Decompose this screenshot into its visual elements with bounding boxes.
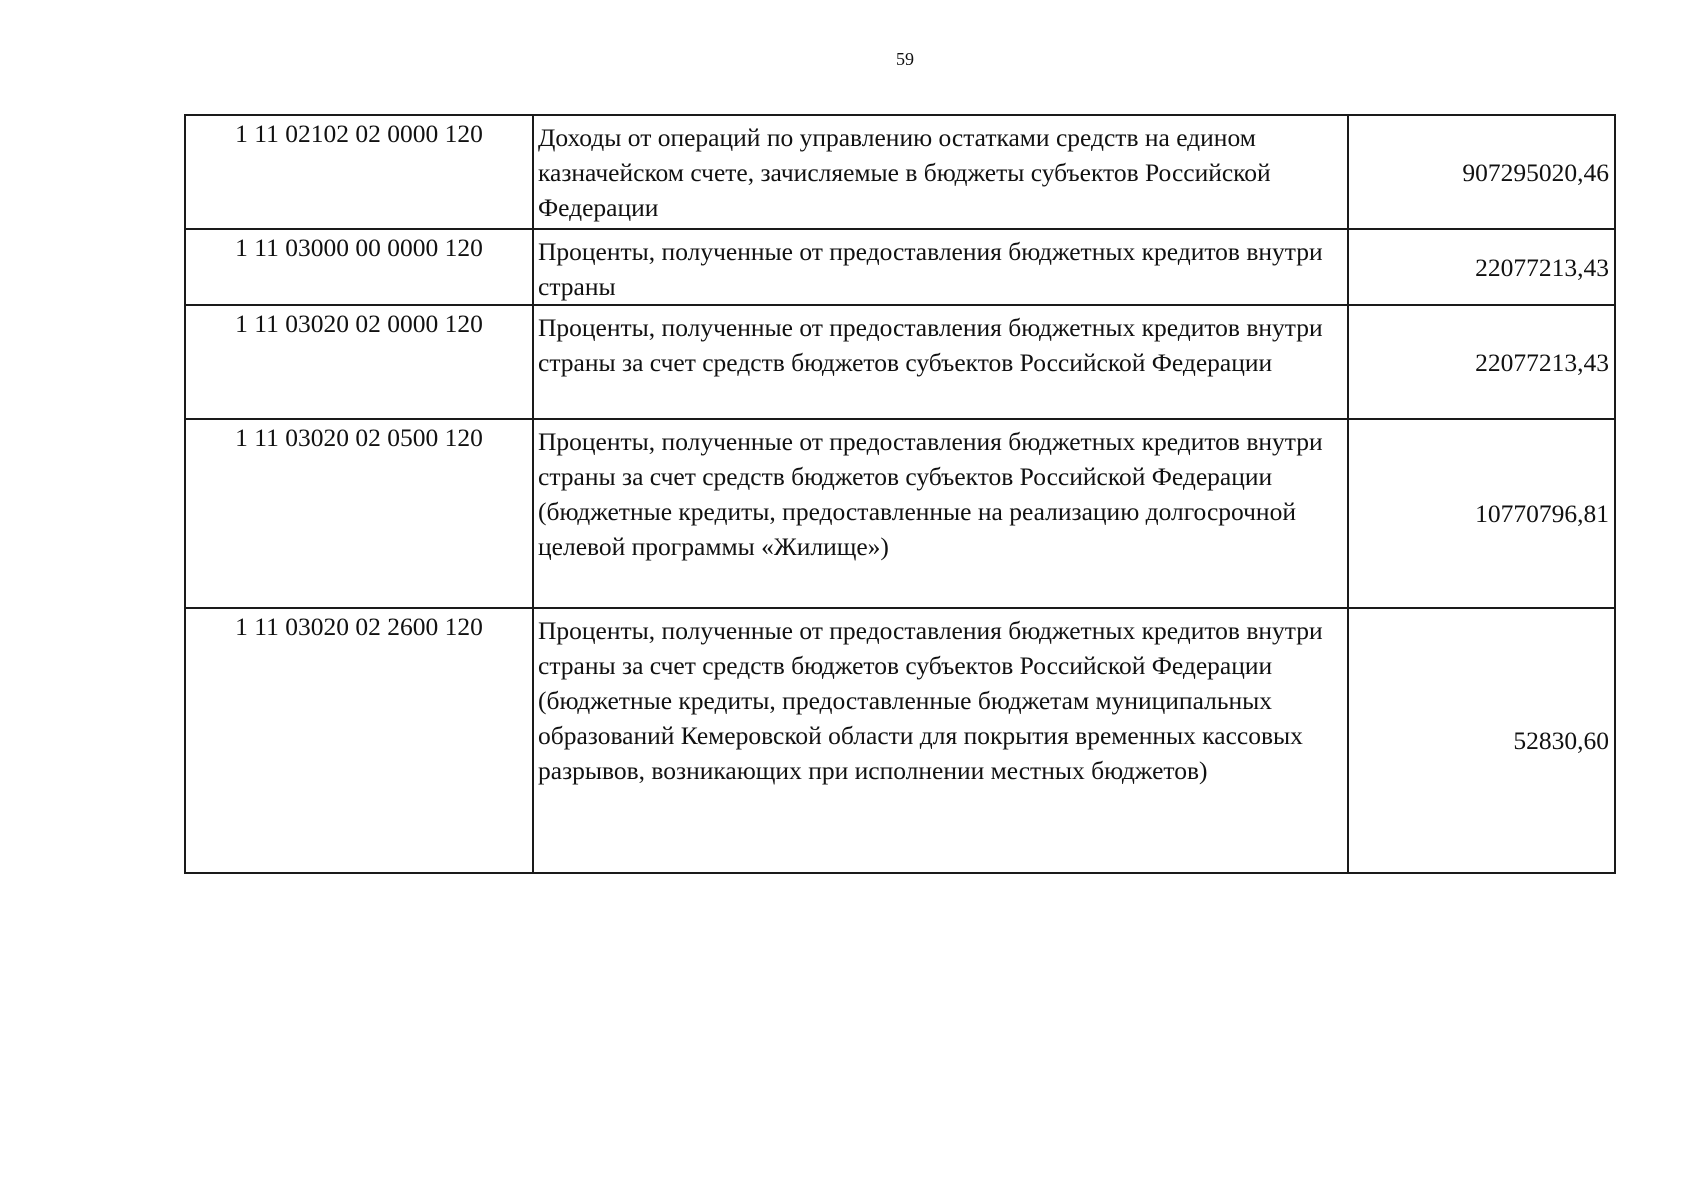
budget-code-cell: 1 11 03020 02 2600 120 xyxy=(185,608,533,873)
budget-code-cell: 1 11 03000 00 0000 120 xyxy=(185,229,533,305)
description-cell: Проценты, полученные от предоставления бюджетных кредитов внутри страны xyxy=(533,229,1348,305)
amount-cell: 22077213,43 xyxy=(1348,229,1615,305)
table-row xyxy=(185,115,1615,229)
page-number: 59 xyxy=(896,49,914,69)
amount-cell: 10770796,81 xyxy=(1348,419,1615,608)
table-row xyxy=(185,419,1615,608)
budget-revenue-table xyxy=(184,114,1616,874)
budget-code-cell: 1 11 03020 02 0000 120 xyxy=(185,305,533,419)
table-row xyxy=(185,608,1615,873)
amount-cell: 52830,60 xyxy=(1348,608,1615,873)
description-cell: Проценты, полученные от предоставления бюджетных кредитов внутри страны за счет средств бюджетов субъектов Российской Федерации xyxy=(533,305,1348,419)
amount-cell: 907295020,46 xyxy=(1348,115,1615,229)
table-row xyxy=(185,229,1615,305)
budget-code-cell: 1 11 02102 02 0000 120 xyxy=(185,115,533,229)
description-cell: Проценты, полученные от предоставления бюджетных кредитов внутри страны за счет средств бюджетов субъектов Российской Федерации (бюджетные кредиты, предоставленные на реализацию долгосрочной целевой программы «Жилище») xyxy=(533,419,1348,608)
budget-code-cell: 1 11 03020 02 0500 120 xyxy=(185,419,533,608)
description-cell: Доходы от операций по управлению остатками средств на едином казначейском счете, зачисляемые в бюджеты субъектов Российской Федерации xyxy=(533,115,1348,229)
amount-cell: 22077213,43 xyxy=(1348,305,1615,419)
description-cell: Проценты, полученные от предоставления бюджетных кредитов внутри страны за счет средств бюджетов субъектов Российской Федерации (бюджетные кредиты, предоставленные бюджетам муниципальных образований Кемеровской области для покрытия временных кассовых разрывов, возникающих при исполнении местных бюджетов) xyxy=(533,608,1348,873)
table-row xyxy=(185,305,1615,419)
